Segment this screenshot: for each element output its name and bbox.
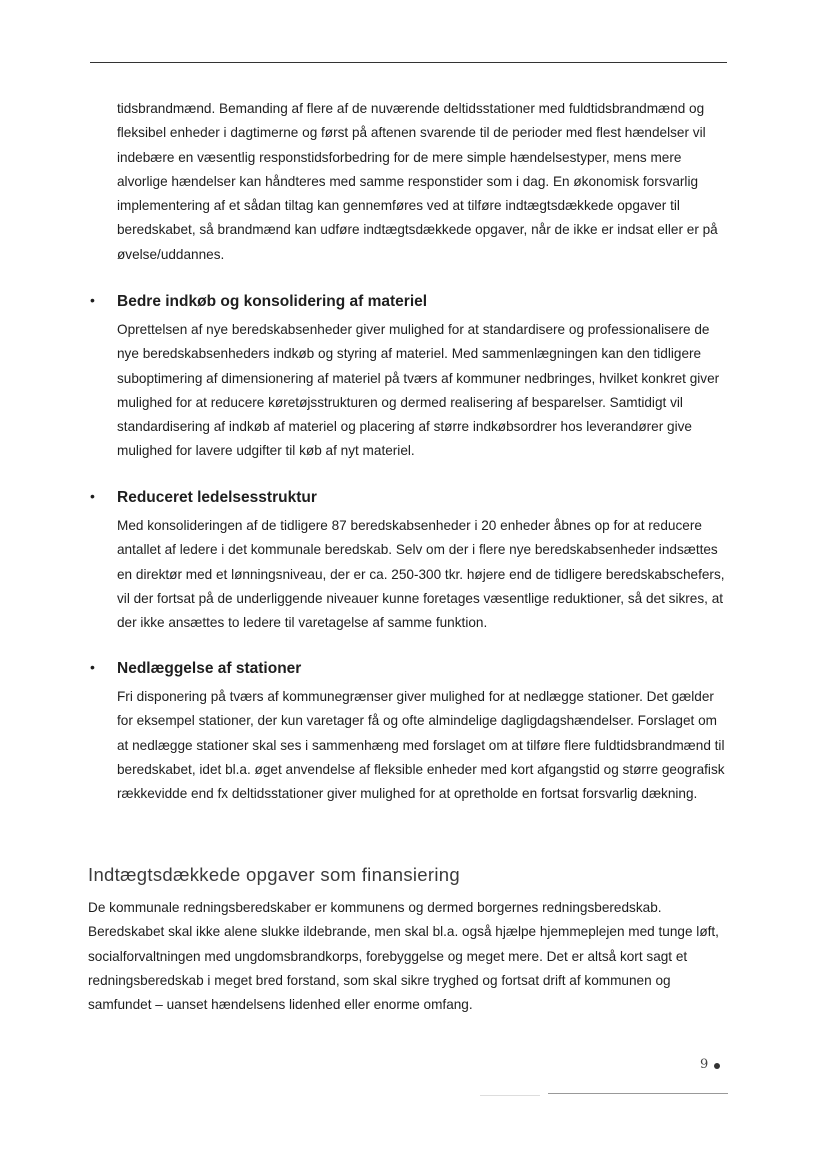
bullet-title-materiel: Bedre indkøb og konsolidering af materiel: [117, 293, 428, 310]
footer-rule: [548, 1093, 728, 1094]
intro-paragraph: tidsbrandmænd. Bemanding af flere af de nuværende deltidsstationer med fuldtidsbrandmænd og fleksibel enheder i dagtimerne og først på aftenen svarende til de perioder med flest hændelser vil indebære en væsentlig responstidsforbedring for de mere simple hændelsestyper, mens mere alvorlige hændelser kan håndteres med samme responstider som i dag. En økonomisk forsvarlig implementering af et sådan tiltag kan gennemføres ved at tilføre indtægtsdækkede opgaver til beredskabet, så brandmænd kan udføre indtægtsdækkede opgaver, når de ikke er indsat eller er på øvelse/uddannes.: [117, 101, 718, 262]
page-number-dot: [714, 1063, 720, 1069]
bullet-body-materiel: Oprettelsen af nye beredskabsenheder giver mulighed for at standardisere og professionalisere de nye beredskabsenheders indkøb og styring af materiel. Med sammenlægningen kan den tidligere suboptimering af dimensionering af materiel på tværs af kommuner nedbringes, hvilket konkret giver mulighed for at reducere køretøjsstrukturen og dermed realisering af besparelser. Samtidigt vil standardisering af indkøb af materiel og placering af større indkøbsordrer hos leverandører give mulighed for lavere udgifter til køb af nyt materiel.: [117, 322, 720, 459]
page-number: 9: [700, 1057, 709, 1072]
bullet-body-stationer: Fri disponering på tværs af kommunegrænser giver mulighed for at nedlægge stationer. Det gælder for eksempel stationer, der kun varetager få og ofte almindelige dagligdagshændelser. Forslaget om at nedlægge stationer skal ses i sammenhæng med forslaget om at tilføre flere fuldtidsbrandmænd til beredskabet, idet bl.a. øget anvendelse af fleksible enheder med kort afgangstid og større geografisk rækkevidde end fx deltidsstationer giver mulighed for at opretholde en fortsat forsvarlig dækning.: [117, 689, 725, 802]
bullet-title-ledelse: Reduceret ledelsesstruktur: [117, 489, 317, 506]
bullet-title-stationer: Nedlæggelse af stationer: [117, 660, 302, 677]
bullet-marker: •: [90, 488, 95, 504]
bullet-body-ledelse: Med konsolideringen af de tidligere 87 beredskabsenheder i 20 enheder åbnes op for at reducere antallet af ledere i det kommunale beredskab. Selv om der i flere nye beredskabsenheder indsættes en direktør med et lønningsniveau, der er ca. 250-300 tkr. højere end de tidligere beredskabschefers, vil der fortsat på de underliggende niveauer kunne foretages væsentlige reduktioner, så det sikres, at der ikke ansættes to ledere til varetagelse af samme funktion.: [117, 518, 725, 631]
bullet-marker: •: [90, 659, 95, 675]
section-body: De kommunale redningsberedskaber er kommunens og dermed borgernes redningsberedskab. Beredskabet skal ikke alene slukke ildebrande, men skal bl.a. også hjælpe hjemmeplejen med tunge løft, socialforvaltningen med ungdomsbrandkorps, forebyggelse og meget mere. Det er altså kort sagt et redningsberedskab i meget bred forstand, som skal sikre tryghed og fortsat drift af kommunen og samfundet – uanset hændelsens lidenhed eller enorme omfang.: [88, 900, 719, 1013]
section-heading: Indtægtsdækkede opgaver som finansiering: [88, 864, 460, 885]
header-rule: [90, 62, 727, 63]
bullet-marker: •: [90, 292, 95, 308]
footer-rule-faint: [480, 1095, 540, 1096]
